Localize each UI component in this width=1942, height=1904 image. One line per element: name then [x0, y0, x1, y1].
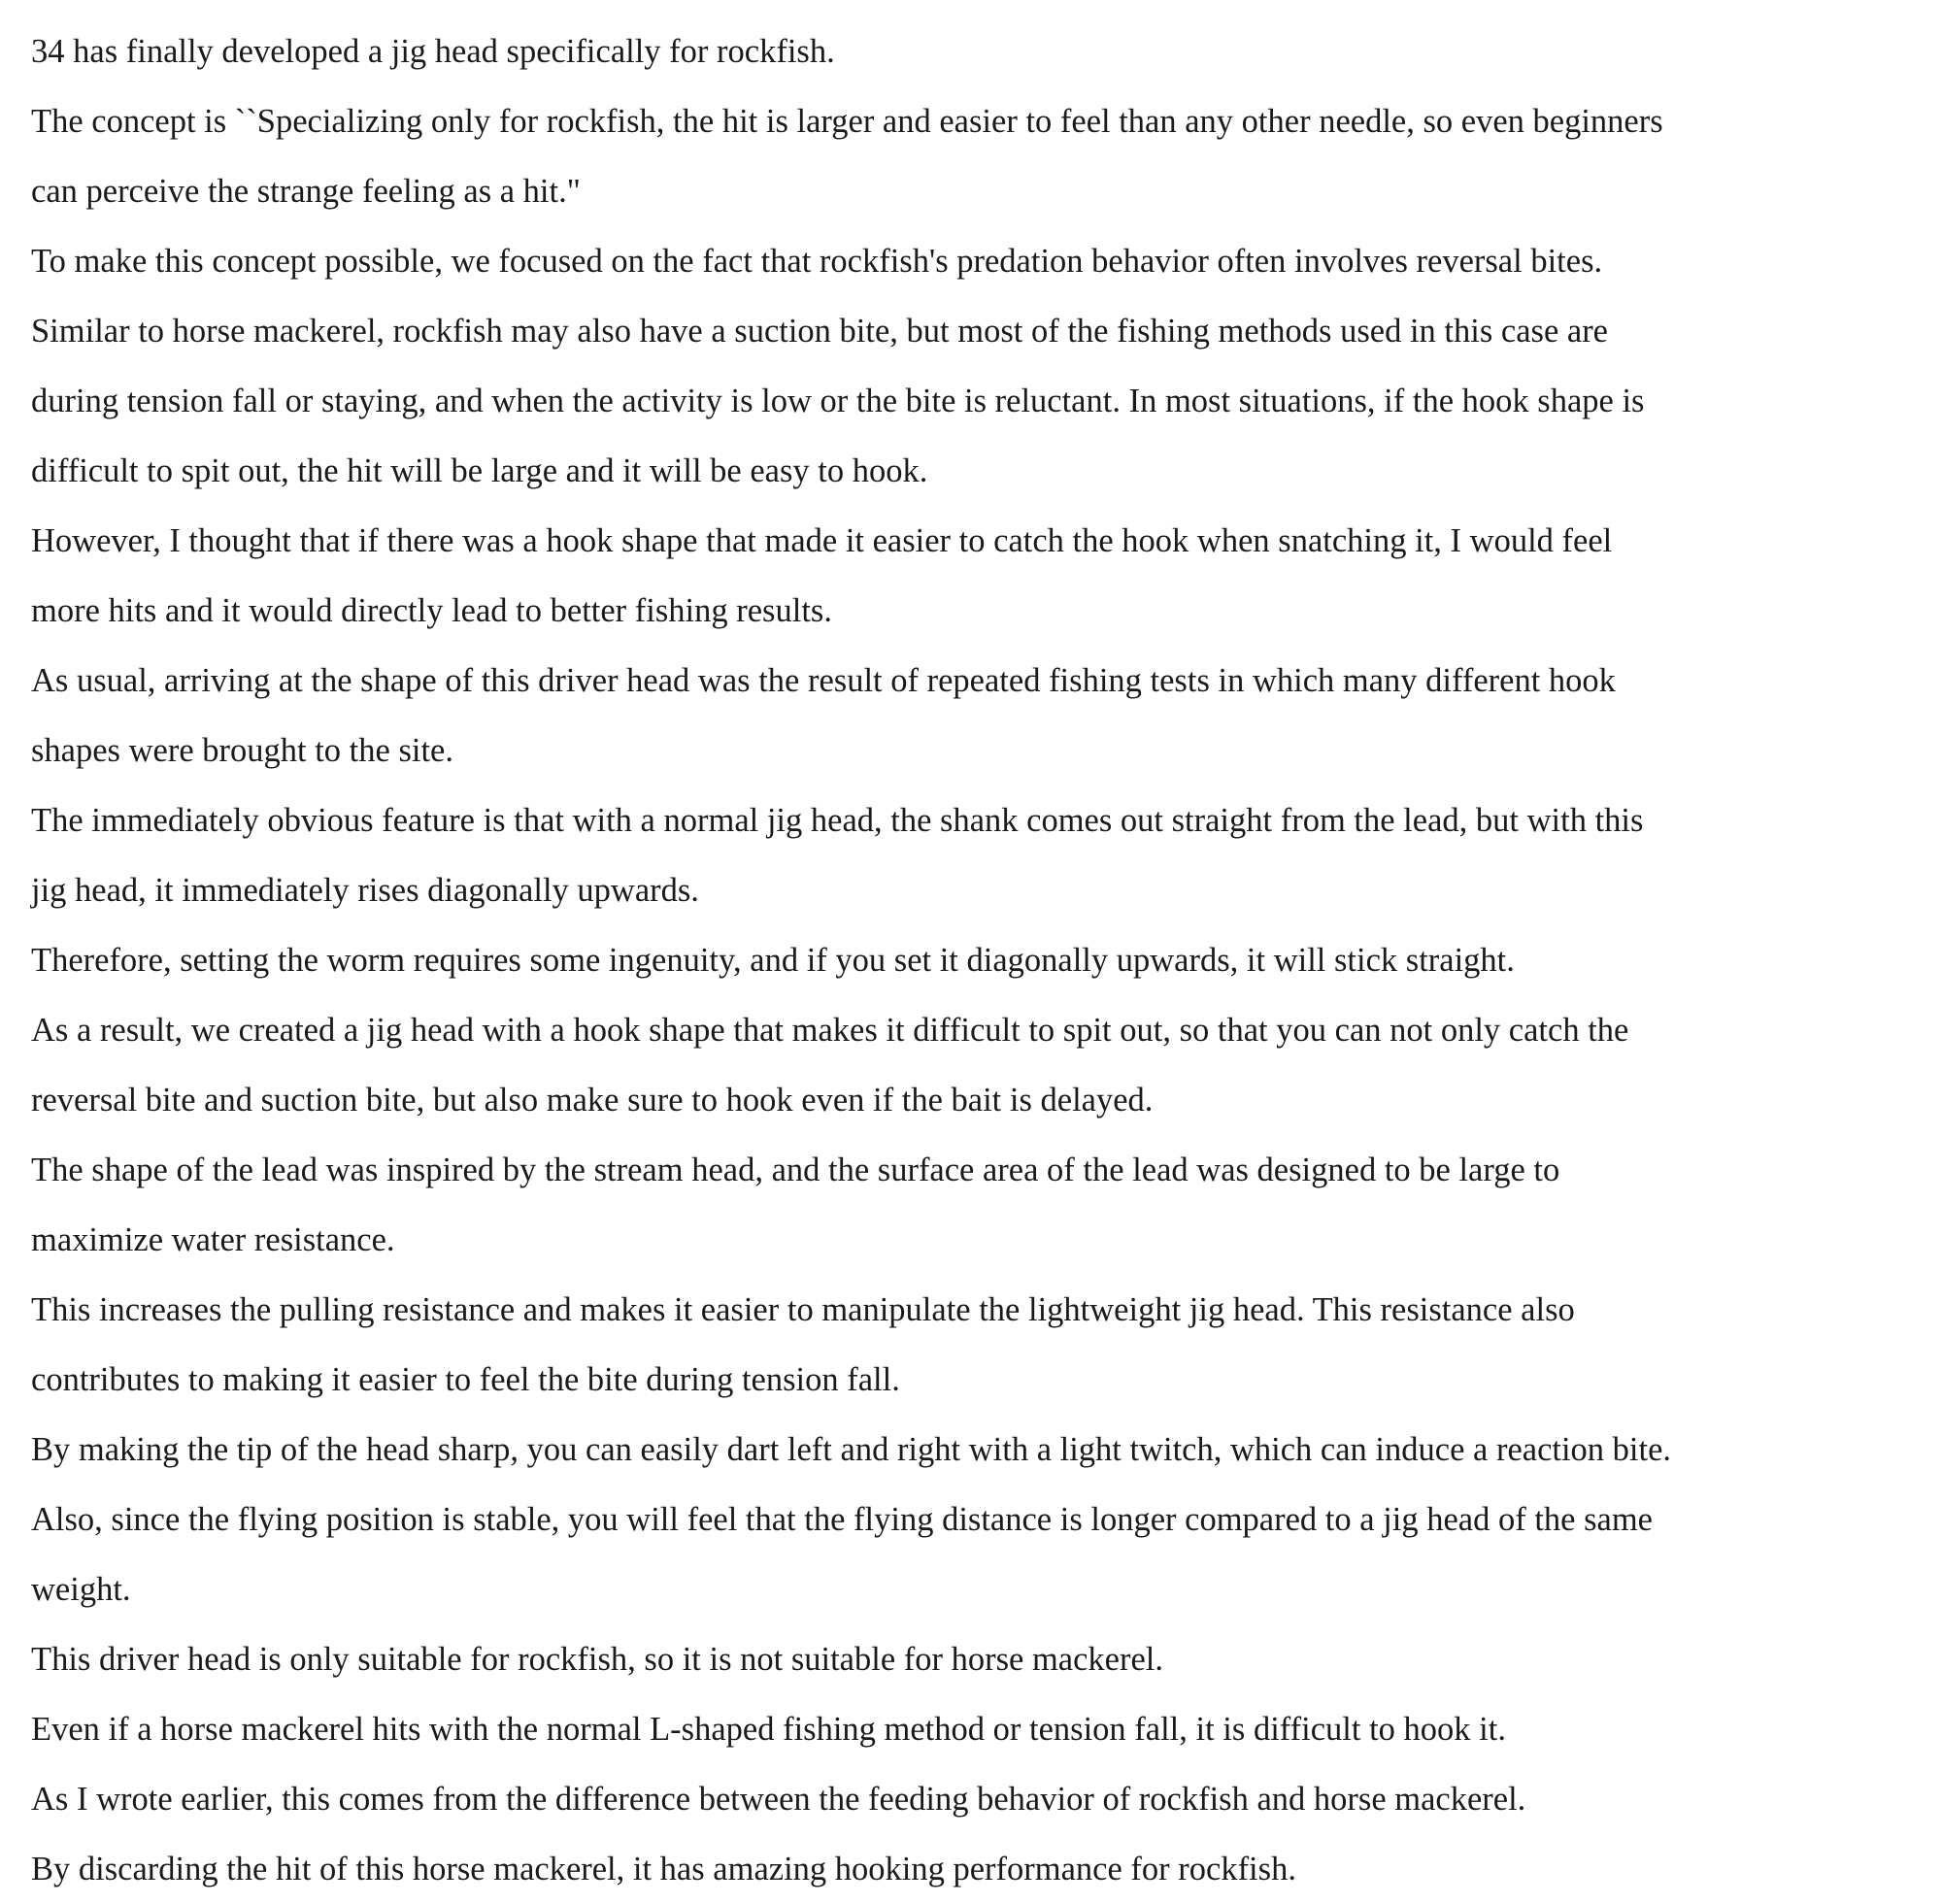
text-line: As a result, we created a jig head with a hook shape that makes it difficult to spit out, so that you can not only catch the [31, 1012, 1629, 1049]
text-line: By making the tip of the head sharp, you can easily dart left and right with a light twitch, which can induce a reaction bite. [31, 1431, 1672, 1468]
text-line: The shape of the lead was inspired by the stream head, and the surface area of the lead was designed to be large to [31, 1152, 1560, 1188]
text-line: 34 has finally developed a jig head specifically for rockfish. [31, 33, 835, 70]
text-line: Similar to horse mackerel, rockfish may also have a suction bite, but most of the fishing methods used in this case are [31, 313, 1608, 350]
text-line: The immediately obvious feature is that with a normal jig head, the shank comes out straight from the lead, but with this [31, 802, 1644, 839]
text-line: This increases the pulling resistance and makes it easier to manipulate the lightweight jig head. This resistance also [31, 1291, 1575, 1328]
text-line: Also, since the flying position is stable, you will feel that the flying distance is longer compared to a jig head of the same [31, 1501, 1653, 1538]
text-line: jig head, it immediately rises diagonally upwards. [31, 872, 699, 909]
text-line: As usual, arriving at the shape of this driver head was the result of repeated fishing tests in which many different hook [31, 662, 1616, 699]
text-line: Therefore, setting the worm requires some ingenuity, and if you set it diagonally upwards, it will stick straight. [31, 942, 1515, 979]
text-line: Even if a horse mackerel hits with the normal L-shaped fishing method or tension fall, it is difficult to hook it. [31, 1711, 1506, 1748]
text-line: during tension fall or staying, and when the activity is low or the bite is reluctant. In most situations, if the hook shape is [31, 383, 1645, 419]
text-line: more hits and it would directly lead to better fishing results. [31, 592, 832, 629]
text-line: However, I thought that if there was a hook shape that made it easier to catch the hook when snatching it, I would feel [31, 522, 1613, 559]
text-line: maximize water resistance. [31, 1221, 395, 1258]
text-line: This driver head is only suitable for rockfish, so it is not suitable for horse mackerel. [31, 1641, 1164, 1678]
article-body [31, 17, 1934, 1904]
text-line: reversal bite and suction bite, but also make sure to hook even if the bait is delayed. [31, 1082, 1154, 1119]
text-line: weight. [31, 1571, 131, 1608]
text-line: shapes were brought to the site. [31, 732, 453, 769]
text-line: To make this concept possible, we focused on the fact that rockfish's predation behavior often involves reversal bites. [31, 243, 1603, 280]
text-line: As I wrote earlier, this comes from the difference between the feeding behavior of rockfish and horse mackerel. [31, 1781, 1526, 1818]
text-line: difficult to spit out, the hit will be large and it will be easy to hook. [31, 452, 928, 489]
text-line: By discarding the hit of this horse mackerel, it has amazing hooking performance for rockfish. [31, 1851, 1296, 1887]
text-line: The concept is ``Specializing only for rockfish, the hit is larger and easier to feel than any other needle, so even beginners [31, 103, 1663, 140]
text-line: can perceive the strange feeling as a hit." [31, 173, 581, 210]
text-line: contributes to making it easier to feel the bite during tension fall. [31, 1361, 900, 1398]
